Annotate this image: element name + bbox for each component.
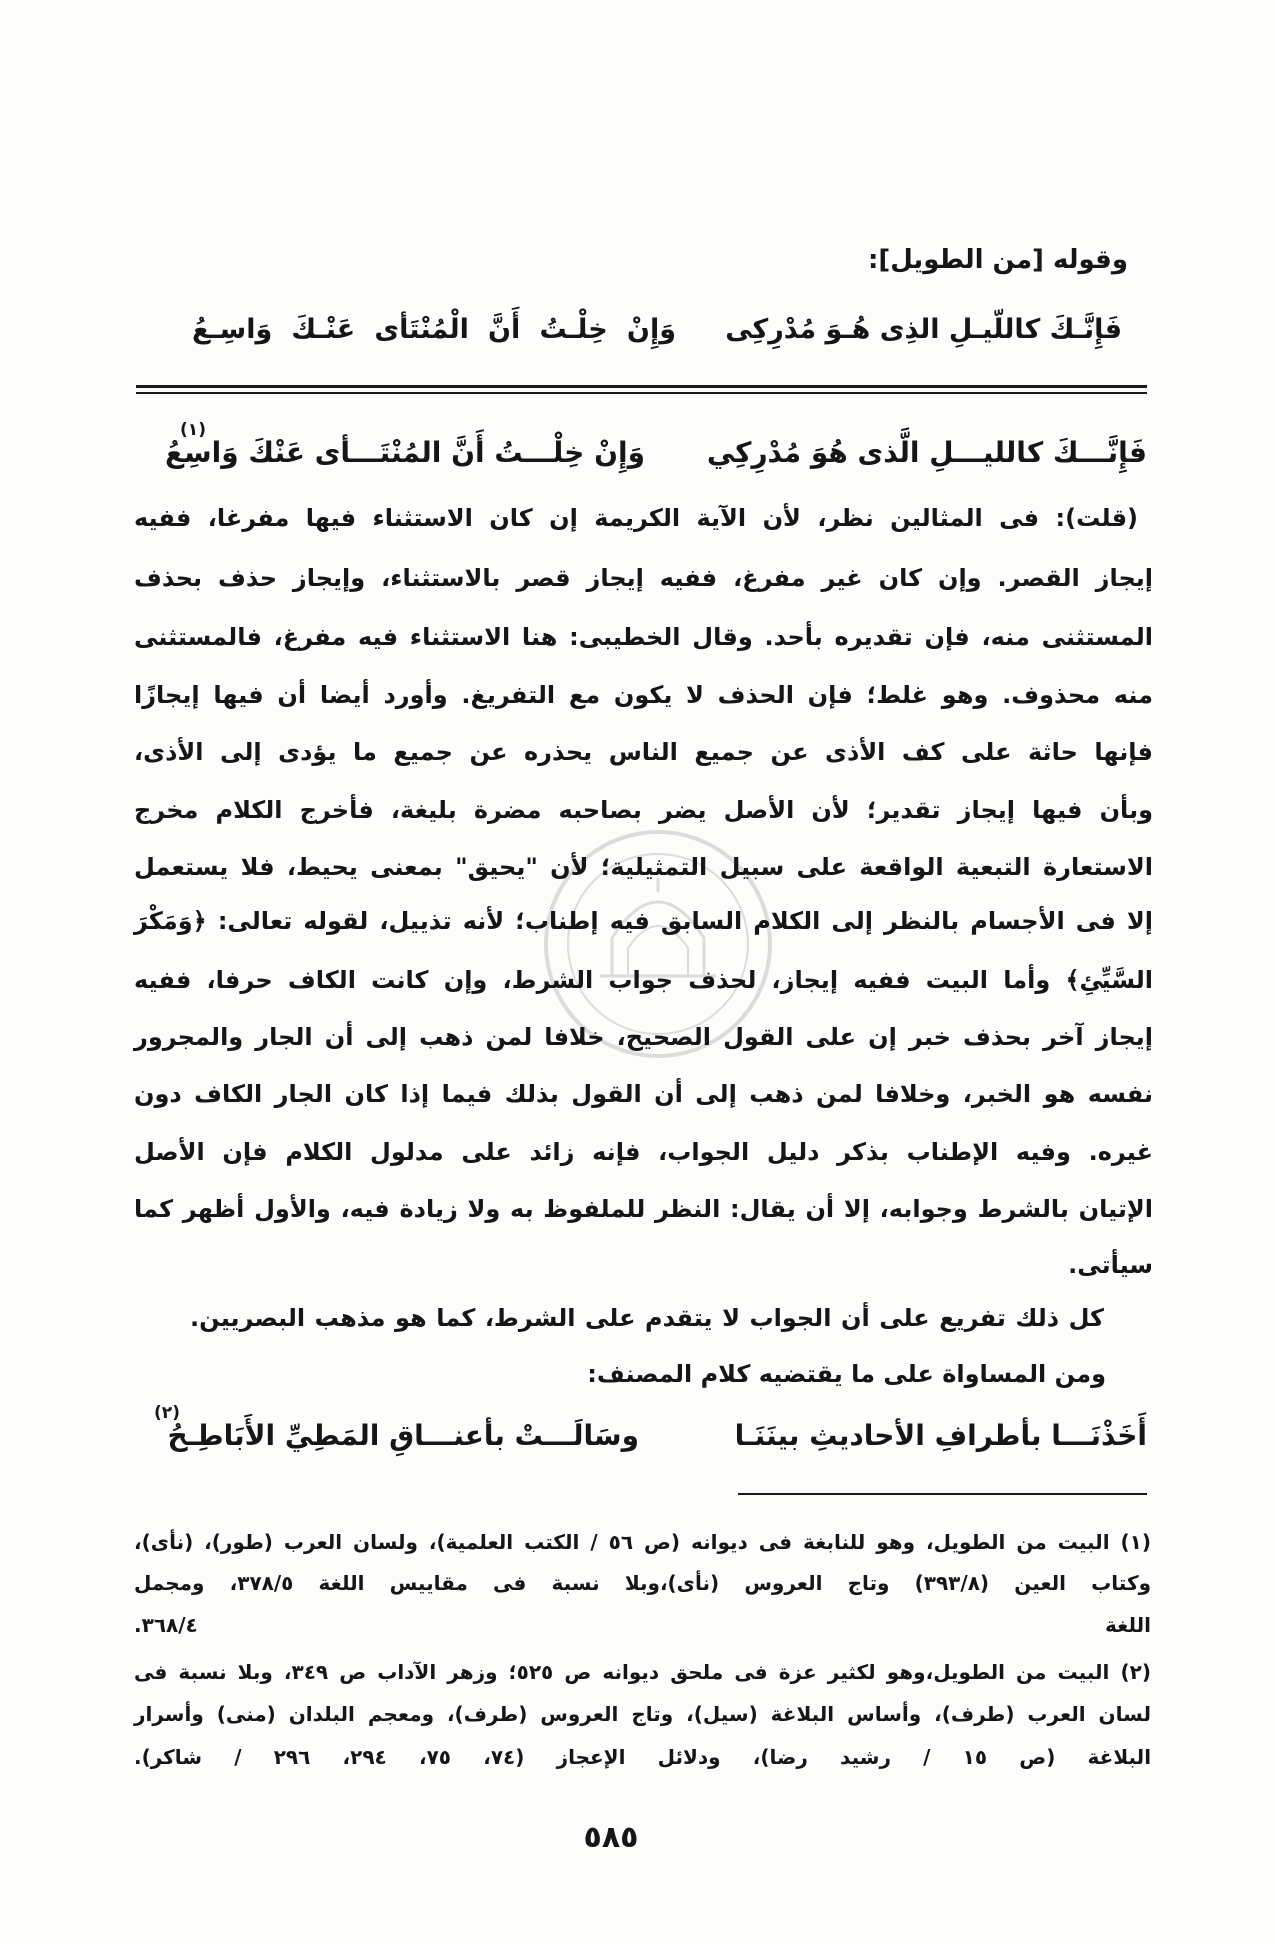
footnote-ref-2: (٢) (154, 1403, 180, 1423)
verse-1-first-hemistich: فَإِنَّـكَ كاللّيـلِ الذِى هُـوَ مُدْرِكِى (725, 314, 1122, 345)
body-line: إيجاز آخر بحذف خبر إن على القول الصحيح، خلافا لمن ذهب إلى أن الجار والمجرور (134, 1023, 1153, 1051)
body-line: فإنها حاثة على كف الأذى عن جميع الناس يحذره عن جميع ما يؤدى إلى الأذى، (134, 738, 1153, 766)
verse-3-second-hemistich: وسَالَـــتْ بأعنـــاقِ المَطِيِّ الأَبَاطِـحُ (167, 1419, 639, 1452)
body-line: (قلت): فى المثالين نظر، لأن الآية الكريمة إن كان الاستثناء فيها مفرغا، ففيه (134, 504, 1138, 532)
footnote-rule (738, 1493, 1147, 1495)
verse-intro: وقوله [من الطويل]: (867, 245, 1128, 275)
body-line: المستثنى منه، فإن تقديره بأحد. وقال الخطيبى: هنا الاستثناء فيه مفرغ، فالمستثنى (134, 623, 1153, 651)
body-line: إلا فى الأجسام بالنظر إلى الكلام السابق فيه إطناب؛ لأنه تذييل، لقوله تعالى: ﴿وَمَكْرَ (134, 907, 1153, 935)
double-rule-divider (136, 385, 1147, 394)
body-line: نفسه هو الخبر، وخلافا لمن ذهب إلى أن القول بذلك فيما إذا كان الجار الكاف دون (134, 1080, 1153, 1108)
footnote-ref-1: (١) (180, 420, 206, 440)
verse-3-first-hemistich: أَخَذْنَـــا بأطرافِ الأحاديثِ بينَنَـا (734, 1419, 1147, 1452)
footnote-1-line: وكتاب العين (٣٩٣/٨) وتاج العروس (نأى)،وبلا نسبة فى مقاييس اللغة ٣٧٨/٥، ومجمل (134, 1571, 1152, 1595)
page-number: ٥٨٥ (583, 1820, 639, 1855)
verse-3-lead-in: ومن المساواة على ما يقتضيه كلام المصنف: (587, 1360, 1106, 1388)
verse-2-first-hemistich: فَإِنَّـــكَ كالليـــلِ الَّذى هُوَ مُدْرِكِي (706, 436, 1147, 469)
body-line: منه محذوف. وهو غلط؛ فإن الحذف لا يكون مع التفريغ. وأورد أيضا أن فيها إيجازًا (134, 681, 1153, 709)
footnote-2-line: لسان العرب (طرف)، وأساس البلاغة (سيل)، وتاج العروس (طرف)، ومعجم البلدان (منى) وأسرار (134, 1702, 1151, 1726)
body-line: وبأن فيها إيجاز تقدير؛ لأن الأصل يضر بصاحبه مضرة بليغة، فأخرج الكلام مخرج (134, 796, 1153, 824)
verse-1-second-hemistich: وَإِنْ خِلْـتُ أَنَّ الْمُنْتَأى عَنْـكَ وَاسِـعُ (192, 314, 676, 345)
footnote-2-line: البلاغة (ص ١٥ / رشيد رضا)، ودلائل الإعجاز (٧٤، ٧٥، ٢٩٤، ٢٩٦ / شاكر). (134, 1745, 1152, 1769)
footnote-1-line: (١) البيت من الطويل، وهو للنابغة فى ديوانه (ص ٥٦ / الكتب العلمية)، ولسان العرب (طور)، (نأى)، (134, 1530, 1151, 1554)
footnote-2-line: (٢) البيت من الطويل،وهو لكثير عزة فى ملحق ديوانه ص ٥٢٥؛ وزهر الآداب ص ٣٤٩، وبلا نسبة فى (134, 1660, 1151, 1684)
body-line: الإتيان بالشرط وجوابه، إلا أن يقال: النظر للملفوظ به ولا زيادة فيه، والأول أظهر كما (134, 1195, 1153, 1223)
footnote-1-line: اللغة ٣٦٨/٤. (134, 1613, 1151, 1637)
body-line: السَّيِّئِ﴾ وأما البيت ففيه إيجاز، لحذف جواب الشرط، وإن كانت الكاف حرفا، ففيه (134, 966, 1153, 994)
body-line: غيره. وفيه الإطناب بذكر دليل الجواب، فإنه زائد على مدلول الكلام فإن الأصل (134, 1138, 1153, 1166)
body-line: الاستعارة التبعية الواقعة على سبيل التمثيلية؛ لأن "يحيق" بمعنى يحيط، فلا يستعمل (134, 853, 1153, 881)
body-line: إيجاز القصر. وإن كان غير مفرغ، ففيه إيجاز قصر بالاستثناء، وإيجاز حذف بحذف (134, 564, 1153, 592)
body-line-last: سيأتى. (1068, 1251, 1153, 1279)
conclusion-line: كل ذلك تفريع على أن الجواب لا يتقدم على الشرط، كما هو مذهب البصريين. (190, 1304, 1104, 1332)
verse-2-second-hemistich: وَإِنْ خِلْـــتُ أَنَّ المُنْتَـــأى عَنْكَ وَاسِعُ (164, 436, 645, 469)
